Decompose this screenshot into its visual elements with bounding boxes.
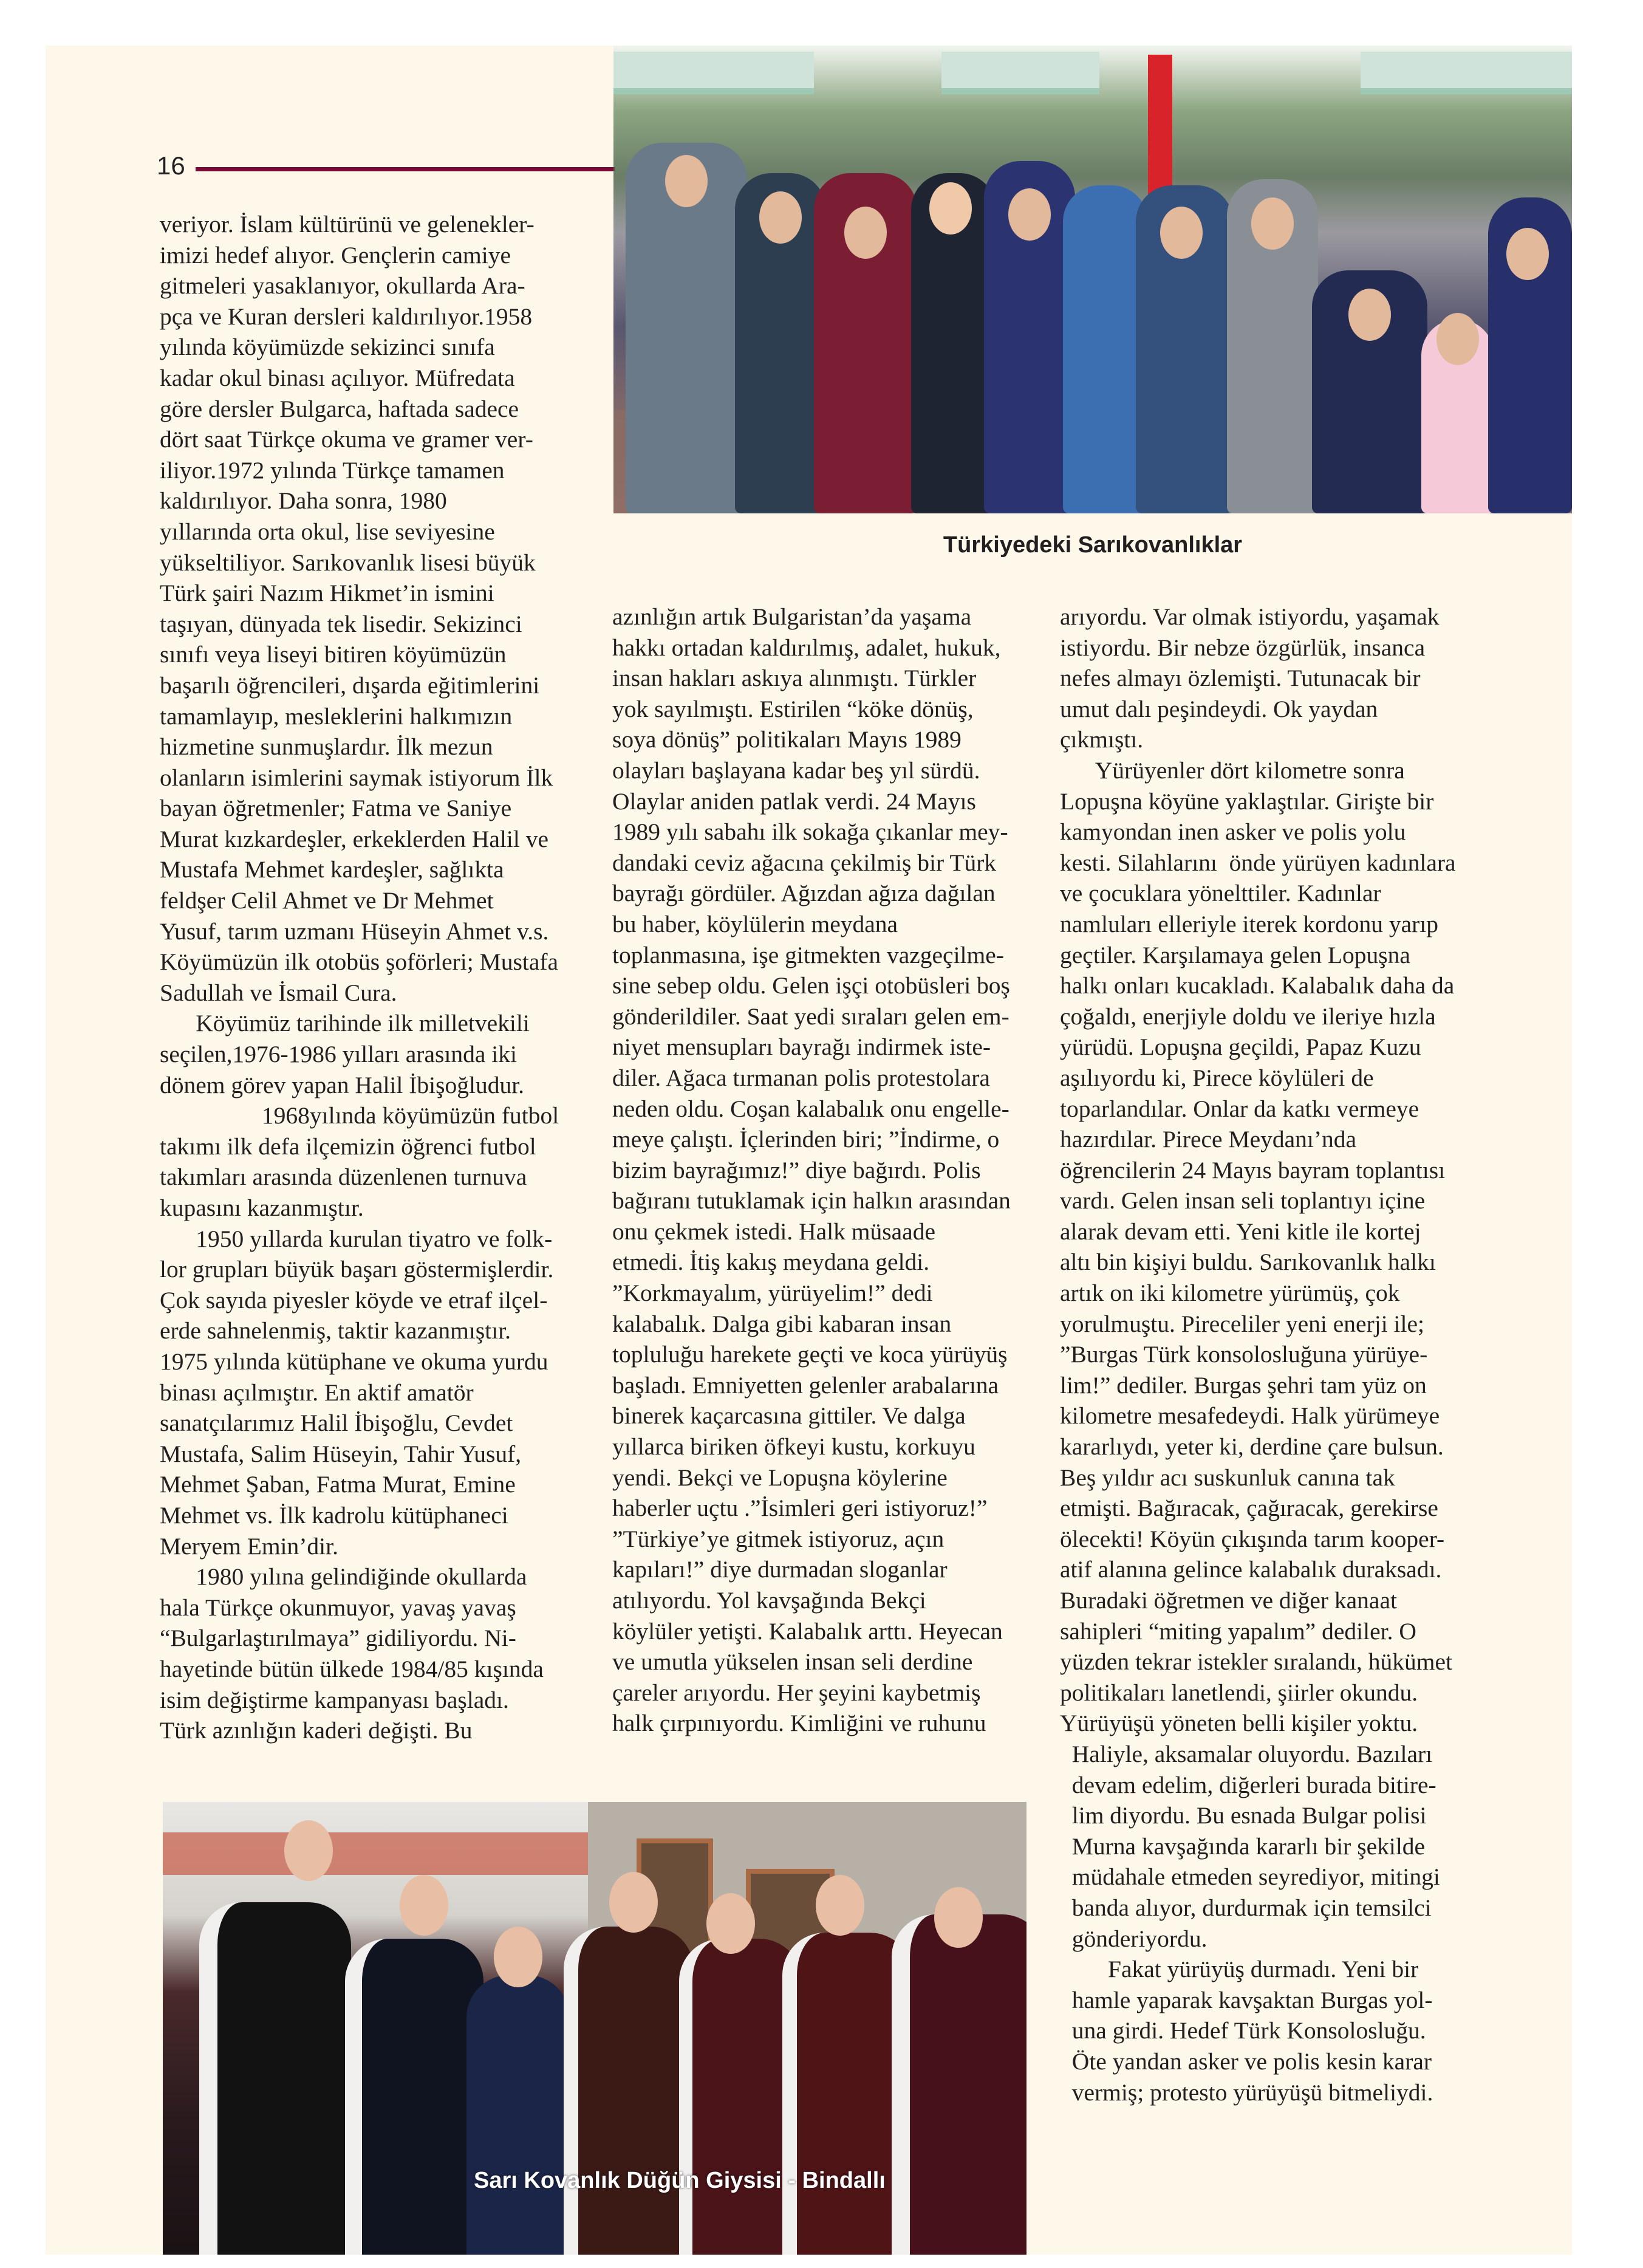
text-line: binerek kaçarcasına gittiler. Ve dalga <box>612 1402 966 1430</box>
text-line: hamle yaparak kavşaktan Burgas yol- <box>1060 1986 1433 2013</box>
text-line: Buradaki öğretmen ve diğer kanaat <box>1060 1587 1397 1614</box>
text-line: politikaları lanetlendi, şiirler okundu. <box>1060 1679 1418 1706</box>
text-line: hakkı ortadan kaldırılmış, adalet, hukuk, <box>612 634 1001 661</box>
text-line: yüzden tekrar istekler sıralandı, hükümet <box>1060 1648 1453 1676</box>
text-line: istiyordu. Bir nebze özgürlük, insanca <box>1060 634 1426 661</box>
text-line: niyet mensupları bayrağı indirmek iste- <box>612 1033 991 1061</box>
text-line: geçtiler. Karşılamaya gelen Lopuşna <box>1060 941 1410 968</box>
text-line: “Bulgarlaştırılmaya” gidiliyordu. Ni- <box>160 1625 516 1652</box>
text-line: taşıyan, dünyada tek lisedir. Sekizinci <box>160 610 522 637</box>
text-line: çoğaldı, enerjiyle doldu ve ileriye hızla <box>1060 1002 1436 1030</box>
text-line: hala Türkçe okunmuyor, yavaş yavaş <box>160 1594 516 1621</box>
text-line: una girdi. Hedef Türk Konsolosluğu. <box>1060 2017 1426 2044</box>
text-line: bizim bayrağımız!” diye bağırdı. Polis <box>612 1156 981 1184</box>
text-line: lim!” dediler. Burgas şehri tam yüz on <box>1060 1371 1427 1399</box>
bottom-photo-caption: Sarı Kovanlık Düğün Giysisi - Bindallı <box>474 2168 886 2193</box>
face <box>1160 207 1203 259</box>
text-line: takımları arasında düzenlenen turnuva <box>160 1163 527 1191</box>
text-line: soya dönüş” politikaları Mayıs 1989 <box>612 726 962 753</box>
text-line: kalabalık. Dalga gibi kabaran insan <box>612 1310 952 1337</box>
awning-left <box>613 52 814 94</box>
text-line: yorulmuştu. Pireceliler yeni enerji ile; <box>1060 1310 1425 1337</box>
text-line: pça ve Kuran dersleri kaldırılıyor.1958 <box>160 303 533 330</box>
text-line: halk çırpınıyordu. Kimliğini ve ruhunu <box>612 1710 986 1737</box>
text-line: veriyor. İslam kültürünü ve gelenekler- <box>160 211 535 238</box>
text-line: topluluğu harekete geçti ve koca yürüyüş <box>612 1341 1008 1368</box>
text-line: onu çekmek istedi. Halk müsaade <box>612 1218 935 1245</box>
text-line: yükseltiliyor. Sarıkovanlık lisesi büyük <box>160 549 536 576</box>
text-line: kaldırılıyor. Daha sonra, 1980 <box>160 487 447 515</box>
text-line: bu haber, köylülerin meydana <box>612 910 898 937</box>
text-line: gönderiyordu. <box>1060 1925 1207 1952</box>
woman-in-costume <box>892 1914 1026 2255</box>
text-line: nefes almayı özlemişti. Tutunacak bir <box>1060 665 1421 692</box>
text-line: Haliyle, aksamalar oluyordu. Bazıları <box>1060 1740 1433 1767</box>
text-line: binası açılmıştır. En aktif amatör <box>160 1379 474 1406</box>
page-number: 16 <box>157 151 185 180</box>
text-line: kadar okul binası açılıyor. Müfredata <box>160 364 515 391</box>
text-line: Beş yıldır acı suskunluk canına tak <box>1060 1464 1395 1491</box>
text-line: başarılı öğrencileri, dışarda eğitimlerini <box>160 671 540 699</box>
text-line: köylüler yetişti. Kalabalık arttı. Heyecan <box>612 1617 1003 1645</box>
text-line: Yusuf, tarım uzmanı Hüseyin Ahmet v.s. <box>160 917 549 945</box>
woman-in-costume <box>199 1902 351 2255</box>
text-line: imizi hedef alıyor. Gençlerin camiye <box>160 241 511 269</box>
text-line: insan hakları askıya alınmıştı. Türkler <box>612 665 977 692</box>
text-line: etmedi. İtiş kakış meydana geldi. <box>612 1249 930 1276</box>
face <box>706 1893 755 1954</box>
text-line: vermiş; protesto yürüyüşü bitmeliydi. <box>1060 2078 1433 2106</box>
awning-middle <box>941 52 1099 94</box>
text-line: meye çalıştı. İçlerinden biri; ”İndirme, o <box>612 1126 1000 1153</box>
text-line: Çok sayıda piyesler köyde ve etraf ilçel- <box>160 1286 548 1314</box>
text-column-3 <box>1060 601 1456 2108</box>
text-line: hazırdılar. Pirece Meydanı’nda <box>1060 1126 1357 1153</box>
text-line: dönem görev yapan Halil İbişoğludur. <box>160 1071 525 1098</box>
text-line: Olaylar aniden patlak verdi. 24 Mayıs <box>612 787 976 815</box>
text-line: bayrağı gördüler. Ağızdan ağıza dağılan <box>612 880 996 907</box>
face <box>1251 197 1294 250</box>
person <box>1063 185 1148 513</box>
text-line: tamamlayıp, mesleklerini halkımızın <box>160 702 513 730</box>
face <box>934 1887 983 1948</box>
text-line: 1950 yıllarda kurulan tiyatro ve folk- <box>160 1225 553 1252</box>
face <box>929 182 972 235</box>
text-line: neden oldu. Coşan kalabalık onu engelle- <box>612 1095 1009 1122</box>
text-line: devam edelim, diğerleri burada bitire- <box>1060 1771 1436 1798</box>
text-line: ”Türkiye’ye gitmek istiyoruz, açın <box>612 1525 944 1552</box>
text-line: kamyondan inen asker ve polis yolu <box>1060 818 1406 846</box>
text-line: lim diyordu. Bu esnada Bulgar polisi <box>1060 1802 1427 1829</box>
text-line: yıllarca biriken öfkeyi kustu, korkuyu <box>612 1433 975 1461</box>
group-photo <box>613 46 1572 513</box>
elderly-woman <box>466 1975 570 2255</box>
text-line: Murat kızkardeşler, erkeklerden Halil ve <box>160 825 549 852</box>
text-line: etmişti. Bağıracak, çağıracak, gerekirse <box>1060 1495 1438 1522</box>
text-line: öğrencilerin 24 Mayıs bayram toplantısı <box>1060 1156 1446 1184</box>
text-line: azınlığın artık Bulgaristan’da yaşama <box>612 603 972 630</box>
text-line: sınıfı veya liseyi bitiren köyümüzün <box>160 641 507 668</box>
text-line: atif alanına gelince kalabalık duraksadı. <box>1060 1556 1442 1583</box>
text-line: Mehmet Şaban, Fatma Murat, Emine <box>160 1471 516 1498</box>
text-line: çareler arıyordu. Her şeyini kaybetmiş <box>612 1679 981 1706</box>
face <box>494 1927 542 1987</box>
text-line: seçilen,1976-1986 yılları arasında iki <box>160 1041 517 1068</box>
text-line: toparlandılar. Onlar da katkı vermeye <box>1060 1095 1419 1122</box>
text-line: Murna kavşağında kararlı bir şekilde <box>1060 1832 1426 1860</box>
text-line: isim değiştirme kampanyası başladı. <box>160 1686 509 1713</box>
face <box>816 1875 864 1936</box>
text-line: ”Korkmayalım, yürüyelim!” dedi <box>612 1280 933 1307</box>
text-line: takımı ilk defa ilçemizin öğrenci futbol <box>160 1132 536 1160</box>
text-line: Mehmet vs. İlk kadrolu kütüphaneci <box>160 1501 508 1529</box>
text-line: haberler uçtu .”İsimleri geri istiyoruz!” <box>612 1495 988 1522</box>
text-line: kapıları!” diye durmadan sloganlar <box>612 1556 948 1583</box>
text-line: ölecekti! Köyün çıkışında tarım kooper- <box>1060 1525 1445 1552</box>
text-line: banda alıyor, durdurmak için temsilci <box>1060 1894 1432 1921</box>
text-line: 1975 yılında kütüphane ve okuma yurdu <box>160 1348 548 1375</box>
text-line: diler. Ağaca tırmanan polis protestolara <box>612 1064 990 1091</box>
text-line: 1989 yılı sabahı ilk sokağa çıkanlar mey- <box>612 818 1008 846</box>
text-line: Mustafa Mehmet kardeşler, sağlıkta <box>160 856 504 883</box>
text-line: ve çocuklara yönelttiler. Kadınlar <box>1060 880 1381 907</box>
text-line: artık on iki kilometre yürümüş, çok <box>1060 1280 1400 1307</box>
text-line: sanatçılarımız Halil İbişoğlu, Cevdet <box>160 1410 513 1437</box>
text-line: Köyümüzün ilk otobüs şoförleri; Mustafa <box>160 948 559 976</box>
face <box>844 207 887 259</box>
awning-right <box>1361 52 1572 94</box>
text-line: erde sahnelenmiş, taktir kazanmıştır. <box>160 1317 511 1345</box>
text-line: kesti. Silahlarını önde yürüyen kadınlara <box>1060 849 1456 876</box>
face <box>1506 228 1549 280</box>
text-line: iliyor.1972 yılında Türkçe tamamen <box>160 456 505 484</box>
text-line: lor grupları büyük başarı göstermişlerdir. <box>160 1256 554 1283</box>
face <box>609 1872 658 1933</box>
text-line: ve umutla yükselen insan seli derdine <box>612 1648 973 1676</box>
text-line: başladı. Emniyetten gelenler arabalarına <box>612 1371 999 1399</box>
face <box>1348 289 1391 341</box>
text-line: Türk azınlığın kaderi değişti. Bu <box>160 1717 473 1744</box>
text-line: dandaki ceviz ağacına çekilmiş bir Türk <box>612 849 997 876</box>
text-line: kararlıydı, yeter ki, derdine çare bulsun. <box>1060 1433 1444 1461</box>
text-line: Lopuşna köyüne yaklaştılar. Girişte bir <box>1060 787 1434 815</box>
text-line: sine sebep oldu. Gelen işçi otobüsleri boş <box>612 972 1010 999</box>
text-line: umut dalı peşindeydi. Ok yaydan <box>1060 695 1378 722</box>
text-line: gönderildiler. Saat yedi sıraları gelen em- <box>612 1002 1009 1030</box>
text-line: bayan öğretmenler; Fatma ve Saniye <box>160 795 512 822</box>
text-line: olanların isimlerini saymak istiyorum İlk <box>160 764 553 791</box>
text-line: halkı onları kucakladı. Kalabalık daha da <box>1060 972 1455 999</box>
face <box>665 155 708 207</box>
text-line: olayları başlayana kadar beş yıl sürdü. <box>612 756 980 784</box>
text-line: 1980 yılına gelindiğinde okullarda <box>160 1563 527 1591</box>
text-line: göre dersler Bulgarca, haftada sadece <box>160 395 519 422</box>
text-column-2 <box>612 601 1011 1739</box>
face <box>759 191 802 244</box>
text-line: atılıyordu. Yol kavşağında Bekçi <box>612 1587 926 1614</box>
text-line: bağıranı tutuklamak için halkın arasından <box>612 1187 1011 1215</box>
text-line: çıkmıştı. <box>1060 726 1144 753</box>
text-line: Türk şairi Nazım Hikmet’in ismini <box>160 580 494 607</box>
text-line: yendi. Bekçi ve Lopuşna köylerine <box>612 1464 948 1491</box>
text-line: Yürüyenler dört kilometre sonra <box>1060 756 1405 784</box>
text-line: vardı. Gelen insan seli toplantıyı içine <box>1060 1187 1426 1215</box>
text-line: yıllarında orta okul, lise seviyesine <box>160 518 495 545</box>
text-line: alarak devam etti. Yeni kitle ile kortej <box>1060 1218 1421 1245</box>
text-line: yılında köyümüzde sekizinci sınıfa <box>160 334 495 361</box>
text-line: Meryem Emin’dir. <box>160 1532 338 1560</box>
face <box>1008 188 1051 241</box>
text-line: yok sayılmıştı. Estirilen “köke dönüş, <box>612 695 974 722</box>
text-line: müdahale etmeden seyrediyor, mitingi <box>1060 1863 1440 1891</box>
text-line: gitmeleri yasaklanıyor, okullarda Ara- <box>160 272 525 300</box>
text-line: toplanmasına, işe gitmekten vazgeçilme- <box>612 941 1004 968</box>
face <box>1436 313 1479 365</box>
text-line: dört saat Türkçe okuma ve gramer ver- <box>160 426 533 453</box>
text-line: aşılıyordu ki, Pirece köylüleri de <box>1060 1064 1374 1091</box>
top-photo-caption: Türkiyedeki Sarıkovanlıklar <box>943 532 1243 558</box>
woman-in-costume <box>564 1927 694 2255</box>
face <box>400 1875 448 1936</box>
text-line: Fakat yürüyüş durmadı. Yeni bir <box>1060 1956 1419 1983</box>
text-line: Öte yandan asker ve polis kesin karar <box>1060 2047 1432 2075</box>
text-line: yürüdü. Lopuşna geçildi, Papaz Kuzu <box>1060 1033 1421 1061</box>
text-line: feldşer Celil Ahmet ve Dr Mehmet <box>160 887 494 914</box>
text-line: kilometre mesafedeydi. Halk yürümeye <box>1060 1402 1440 1430</box>
text-line: Yürüyüşü yöneten belli kişiler yoktu. <box>1060 1710 1418 1737</box>
text-line: namluları elleriyle iterek kordonu yarıp <box>1060 910 1438 937</box>
text-line: sahipleri “miting yapalım” dediler. O <box>1060 1617 1416 1645</box>
text-line: hayetinde bütün ülkede 1984/85 kışında <box>160 1655 544 1682</box>
woman-in-costume <box>345 1939 483 2255</box>
face <box>284 1820 333 1881</box>
text-line: kupasını kazanmıştır. <box>160 1194 364 1221</box>
text-column-1 <box>160 209 559 1746</box>
text-line: arıyordu. Var olmak istiyordu, yaşamak <box>1060 603 1440 630</box>
text-line: ”Burgas Türk konsolosluğuna yürüye- <box>1060 1341 1428 1368</box>
text-line: Mustafa, Salim Hüseyin, Tahir Yusuf, <box>160 1440 522 1467</box>
text-line: Sadullah ve İsmail Cura. <box>160 979 397 1006</box>
text-line: hizmetine sunmuşlardır. İlk mezun <box>160 733 493 761</box>
header-rule <box>196 167 615 171</box>
text-line: 1968yılında köyümüzün futbol <box>160 1102 559 1129</box>
text-line: Köyümüz tarihinde ilk milletvekili <box>160 1010 530 1037</box>
text-line: altı bin kişiyi buldu. Sarıkovanlık halkı <box>1060 1249 1436 1276</box>
